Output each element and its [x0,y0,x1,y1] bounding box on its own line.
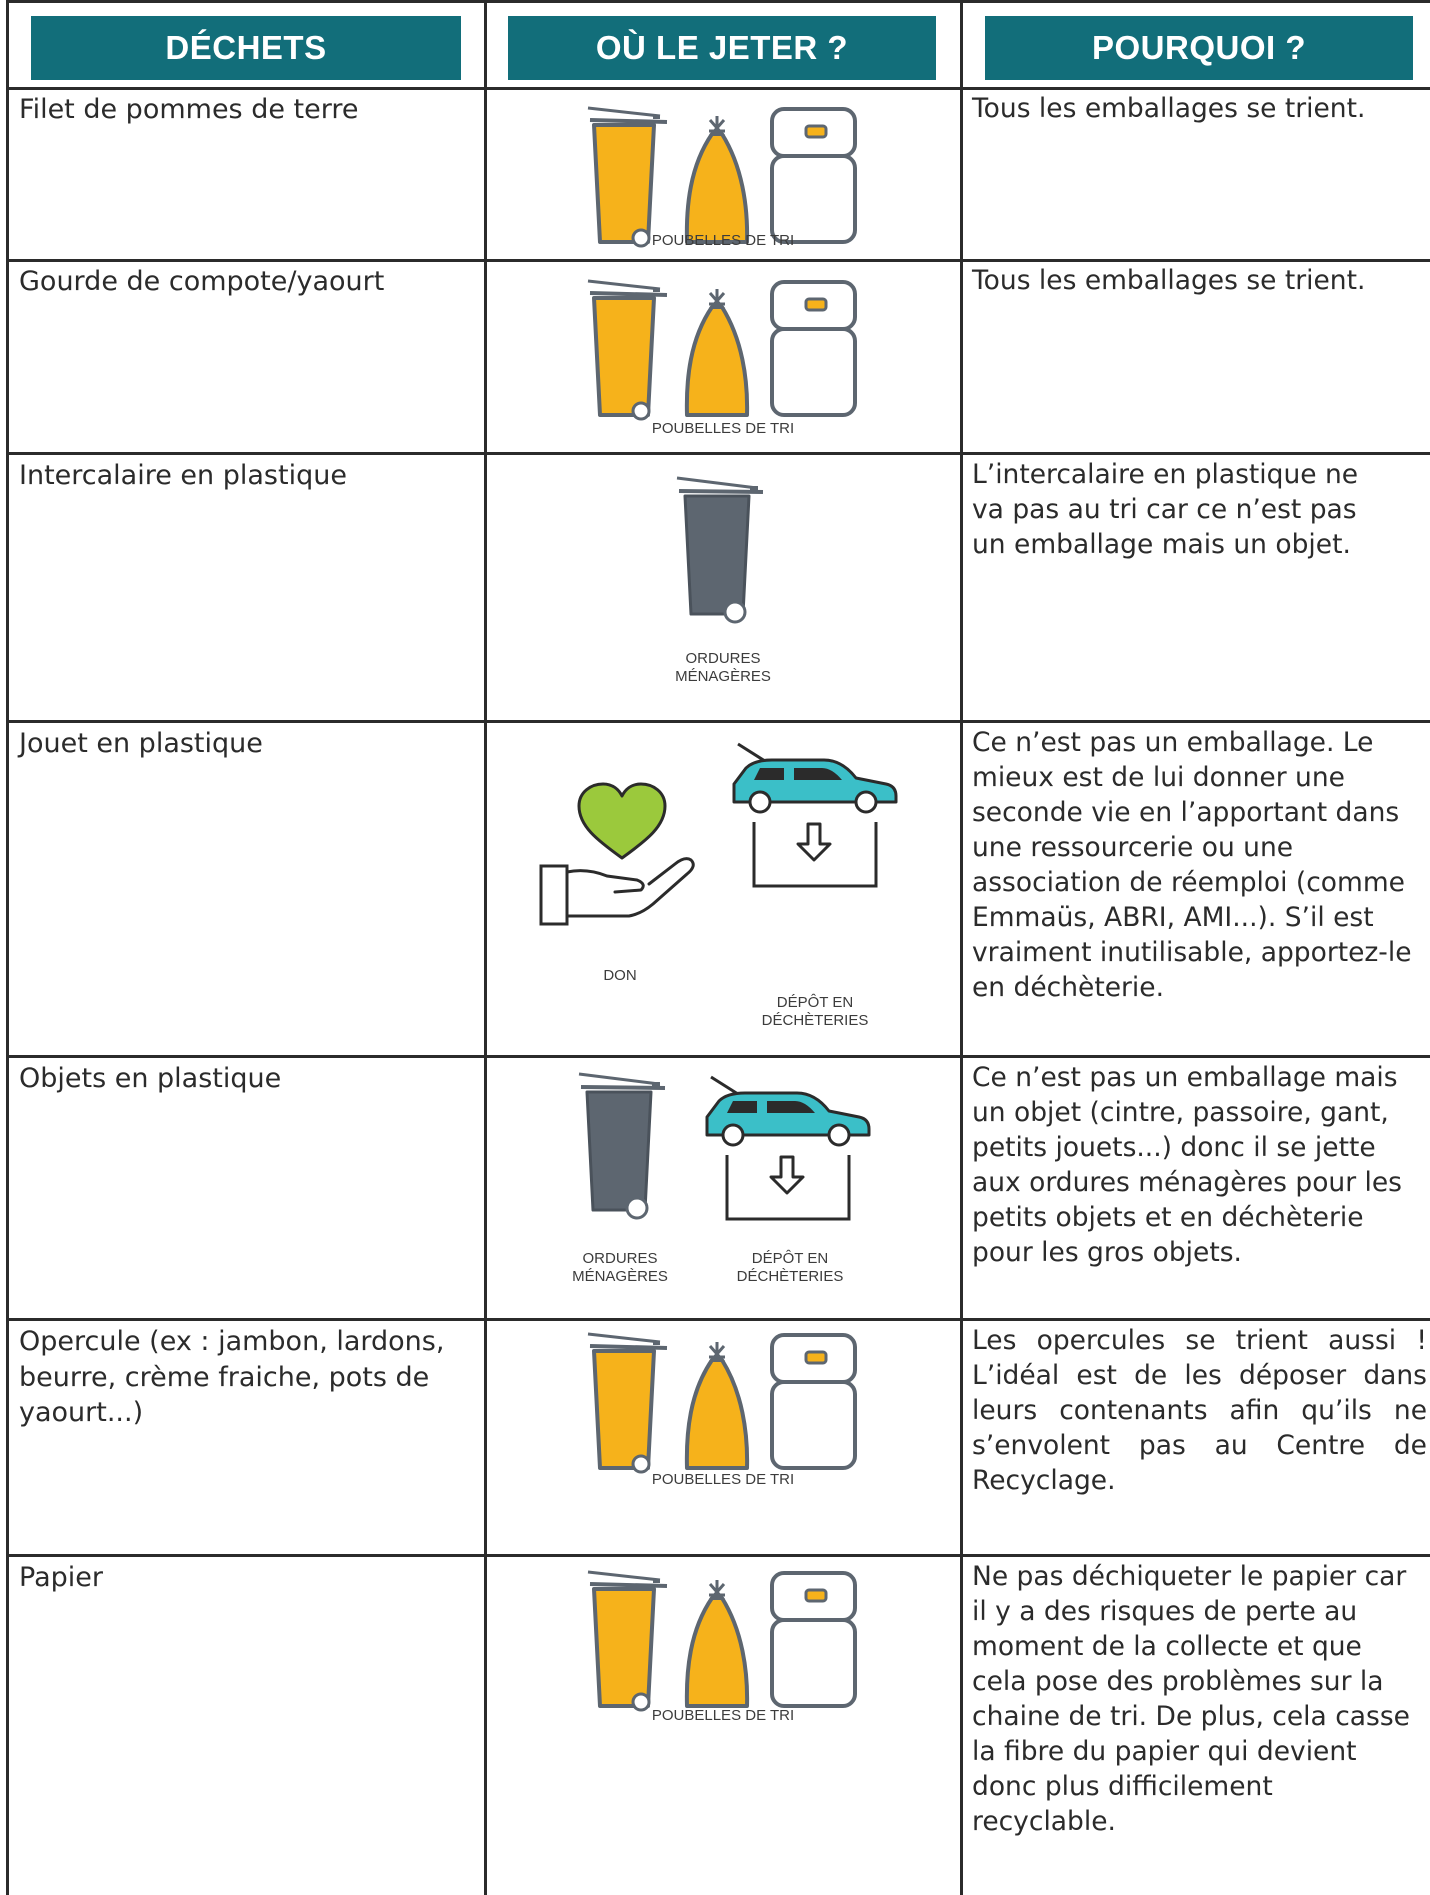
caption-line: ORDURES [582,1250,658,1267]
household-bin-icon [665,476,785,626]
dump-car-icon [697,1073,877,1223]
caption-line: DÉCHÈTERIES [736,1268,844,1285]
caption-don: DON [603,967,637,984]
grid-line [6,720,1430,723]
caption-sorting: POUBELLES DE TRI [651,1707,795,1724]
waste-label: Filet de pommes de terre [19,94,359,125]
grid-line [960,0,963,1895]
grid-line [6,87,1430,90]
waste-label: Jouet en plastique [19,728,263,759]
caption-line: DÉPÔT EN [751,1250,829,1267]
header-where: OÙ LE JETER ? [508,16,936,80]
caption-line: MÉNAGÈRES [572,1268,668,1285]
caption-sorting: POUBELLES DE TRI [651,420,795,437]
grid-line [6,0,9,1895]
header-why: POURQUOI ? [985,16,1413,80]
caption-depot [762,994,869,1030]
why-text: L’intercalaire en plastique ne va pas au tri car ce n’est pas un emballage mais un objet. [972,459,1359,560]
caption-line: DÉPÔT EN [776,994,854,1011]
household-bin-icon [567,1072,687,1222]
grid-line [6,1318,1430,1321]
why-text: Les opercules se trient aussi ! L’idéal est de les déposer dans leurs contenants afin qu’ils ne s’envolent pas au Centre de Recyclage. [972,1325,1427,1496]
why-text: Ce n’est pas un emballage. Le mieux est de lui donner une seconde vie en l’apportant dans une ressourcerie ou une association de réemploi (comme Emmaüs, ABRI, AMI...). S’il est vraiment inutilisable, apportez-le en déchèterie. [972,727,1412,1003]
caption-household [572,1250,668,1286]
caption-sorting: POUBELLES DE TRI [651,232,795,249]
why-text: Ce n’est pas un emballage mais un objet (cintre, passoire, gant, petits jouets...) donc il se jette aux ordures ménagères pour les petits objets et en déchèterie pour les gros objets. [972,1062,1402,1268]
caption-line: MÉNAGÈRES [675,668,771,685]
dump-car-icon [724,740,904,890]
grid-line [6,259,1430,262]
sorting-bins-icon [582,1570,882,1715]
caption-household [675,650,771,686]
grid-line [6,1055,1430,1058]
waste-label: Opercule (ex : jambon, lardons, beurre, crème fraiche, pots de yaourt...) [19,1326,445,1429]
why-text: Tous les emballages se trient. [972,265,1366,296]
caption-depot [737,1250,844,1286]
donation-icon [537,780,707,930]
sorting-bins-icon [582,1332,882,1477]
waste-label: Objets en plastique [19,1063,282,1094]
why-text: Tous les emballages se trient. [972,93,1366,124]
caption-line: ORDURES [685,650,761,667]
waste-label: Gourde de compote/yaourt [19,266,385,297]
why-text: Ne pas déchiqueter le papier car il y a des risques de perte au moment de la collecte et que cela pose des problèmes sur la chaine de tri. De plus, cela casse la fibre du papier qui devient donc plus difficilement recyclable. [972,1561,1410,1837]
sorting-bins-icon [582,106,882,251]
waste-label: Intercalaire en plastique [19,460,347,491]
grid-line [6,452,1430,455]
grid-line [484,0,487,1895]
sorting-bins-icon [582,279,882,424]
caption-sorting: POUBELLES DE TRI [651,1471,795,1488]
grid-line [6,1554,1430,1557]
header-waste: DÉCHETS [31,16,461,80]
caption-line: DÉCHÈTERIES [761,1012,869,1029]
waste-label: Papier [19,1562,103,1593]
grid-line [6,0,1430,3]
